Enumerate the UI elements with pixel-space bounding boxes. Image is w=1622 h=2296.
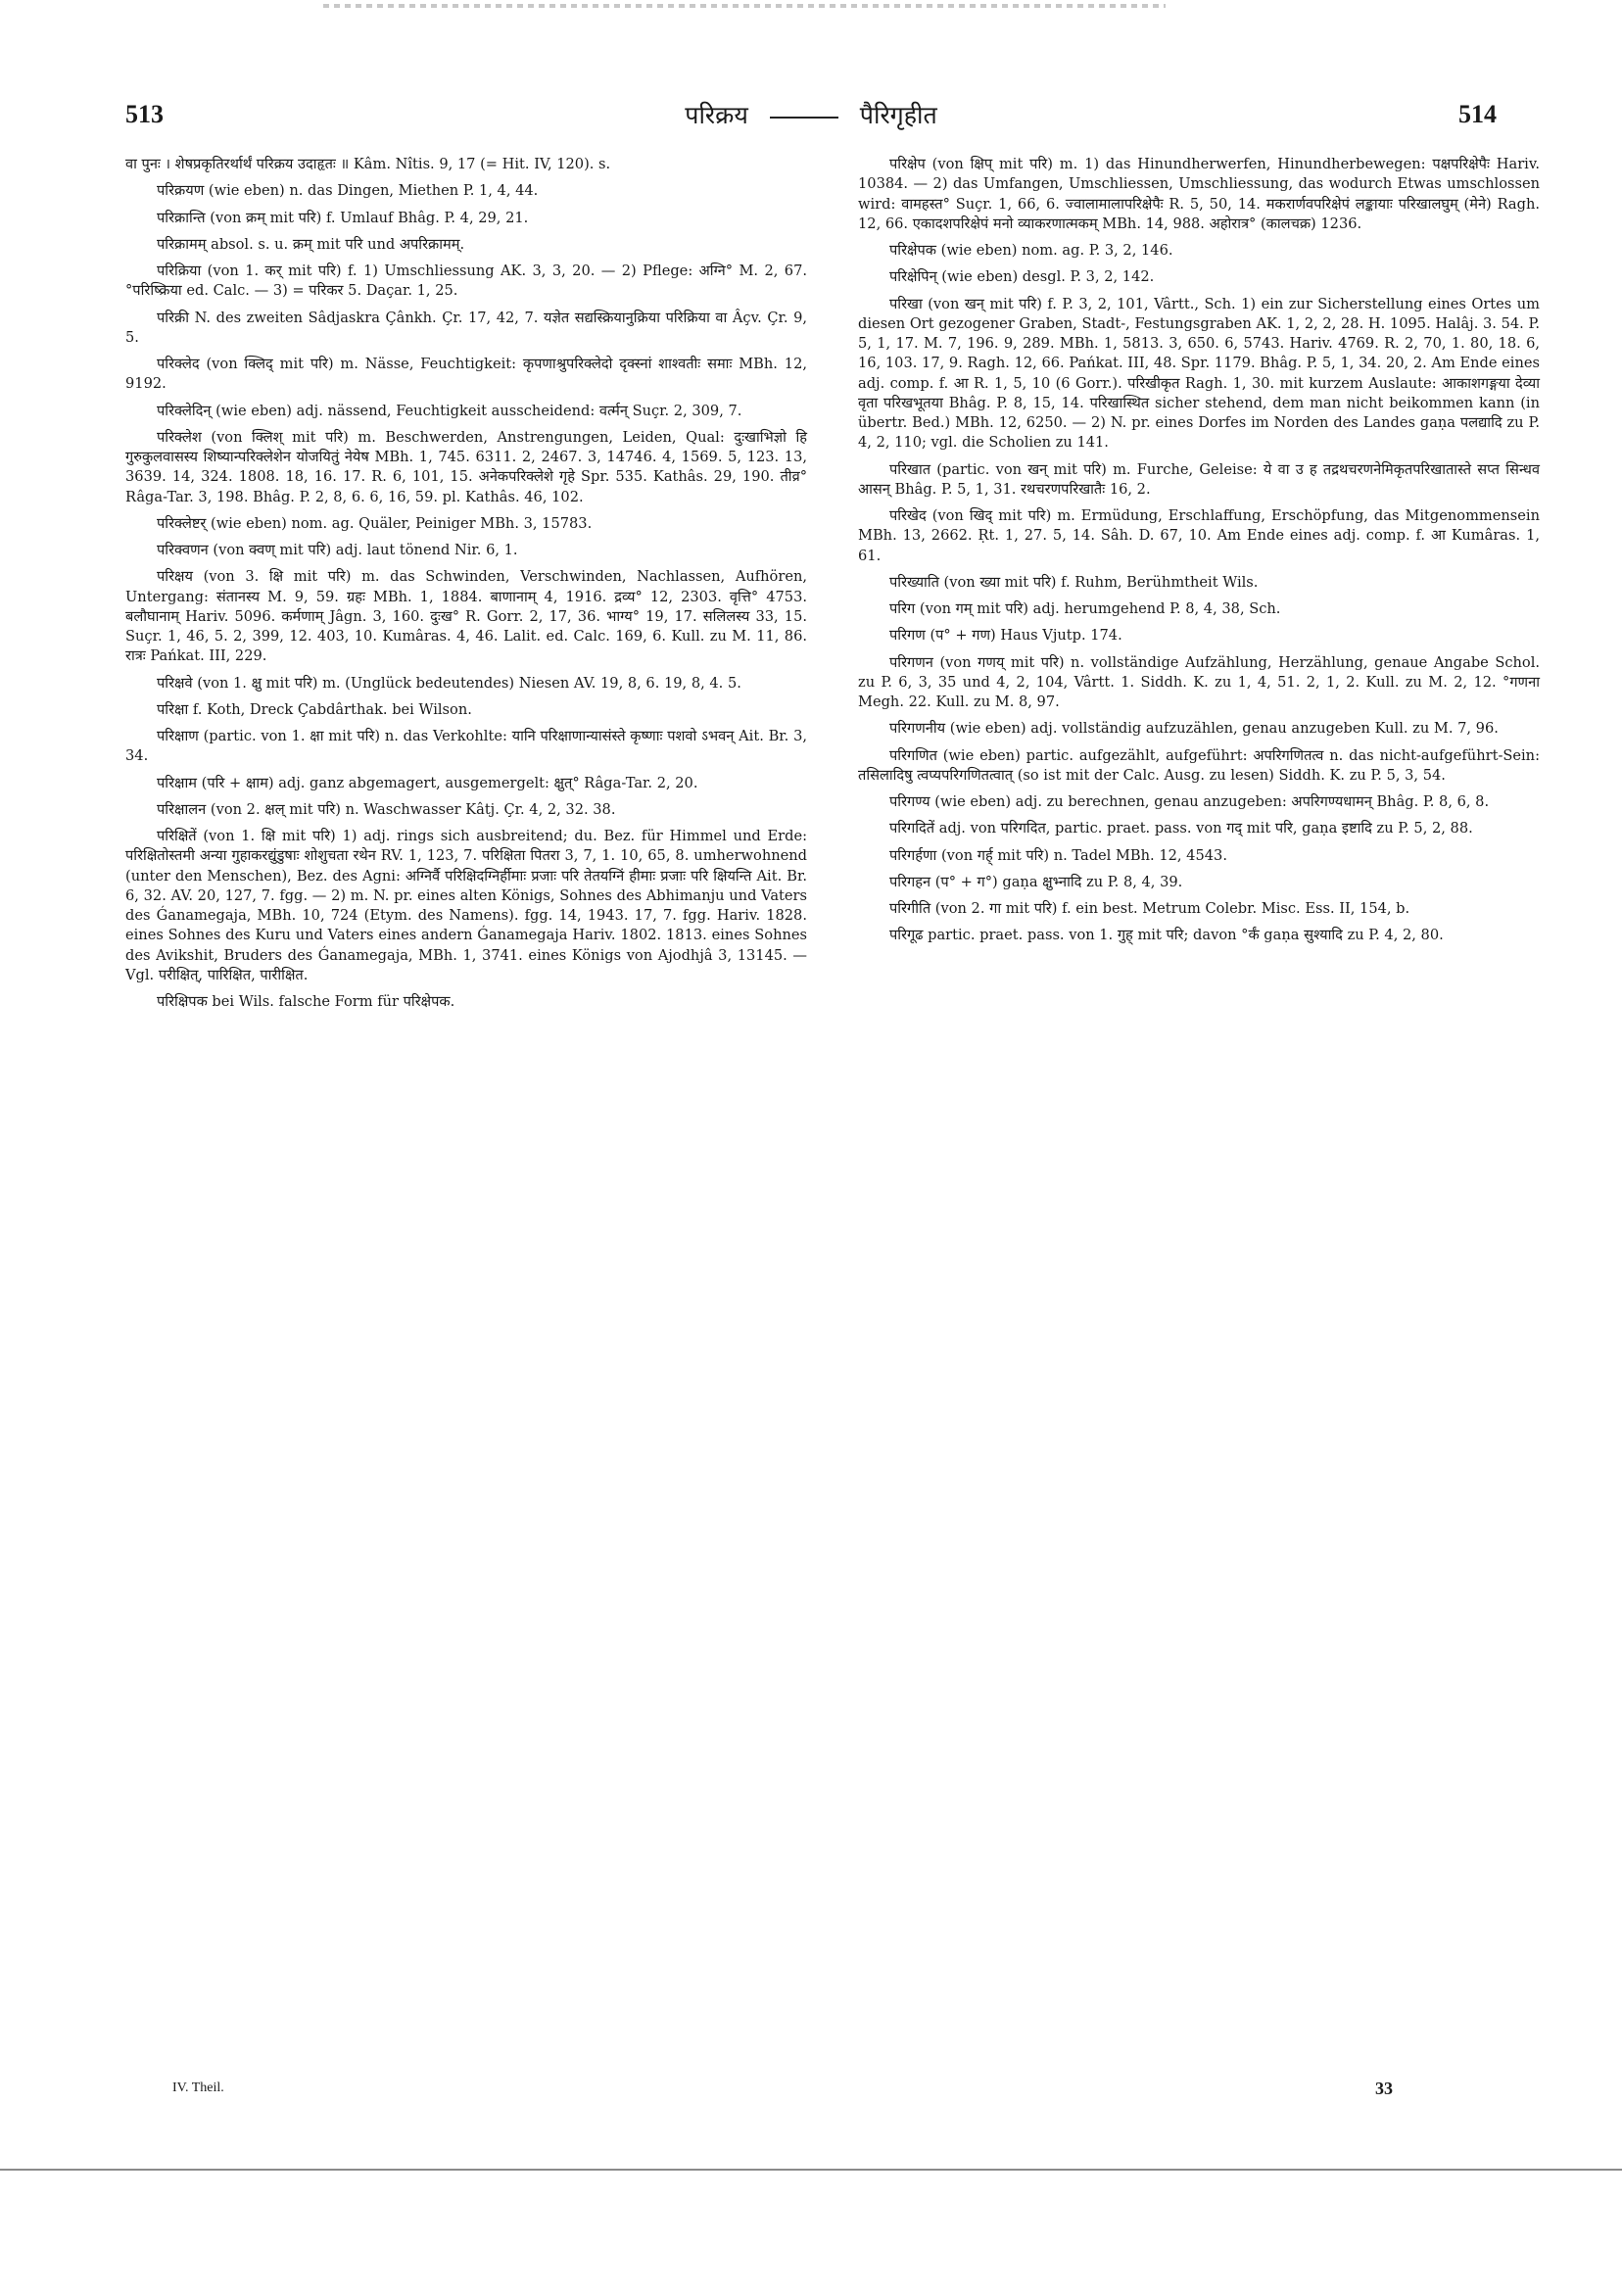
entry: परिगणनीय (wie eben) adj. vollständig aufzuzählen, genau anzugeben Kull. zu M. 7, 96. [889, 720, 1499, 738]
signature-mark: 33 [1375, 2079, 1393, 2098]
entry: परिगदितें adj. von परिगदित, partic. praet. pass. von गद् mit परि, gaṇa इष्टादि zu P. 5, 2, 88. [889, 820, 1473, 837]
headword-separator [770, 117, 838, 119]
entry: परिक्लेश (von क्लिश् mit परि) m. Beschwerden, Anstrengungen, Leiden, Qual: दुःखाभिज्ञो हि गुरुकुलवासस्य शिष्यान्परिक्लेशेन योजयितुं नेयेष MBh. 1, 745. 6311. 2, 2467. 3, 14746. 4, 1569. 5, 123. 13, 3639. 14, 324. 1808. 18, 16. 17. R. 6, 101, 15. अनेकपरिक्लेशे गृहे Spr. 535. Kathâs. 29, 190. तीव्र° Râga-Tar. 3, 198. Bhâg. P. 2, 8, 6. 6, 16, 59. pl. Kathâs. 46, 102. [125, 428, 807, 505]
entry: परिक्लेष्टर् (wie eben) nom. ag. Quäler, Peiniger MBh. 3, 15783. [157, 514, 593, 532]
entry: परिखा (von खन् mit परि) f. P. 3, 2, 101, Vârtt., Sch. 1) ein zur Sicherstellung eines Ortes um diesen Ort gezogener Graben, Stadt-, Festungsgraben AK. 1, 2, 2, 28. H. 1095. Halâj. 3. 54. P. 5, 1, 17. M. 7, 196. 9, 289. MBh. 1, 5813. 3, 650. 6, 5743. Hariv. 4769. R. 2, 70, 1. 80, 18. 6, 16, 103. 17, 9. Ragh. 12, 66. Pańkat. III, 48. Spr. 1179. Bhâg. P. 5, 1, 34. 20, 2. Am Ende eines adj. comp. f. आ R. 1, 5, 10 (6 Gorr.). परिखीकृत Ragh. 1, 30. mit kurzem Auslaute: आकाशगङ्गया देव्या वृता परिखभूतया Bhâg. P. 8, 15, 14. परिखास्थित sicher stehend, dem man nicht beikommen kann (in übertr. Bed.) MBh. 12, 6250. — 2) N. pr. eines Dorfes im Norden des Landes gaṇa पलद्यादि zu P. 4, 2, 110; vgl. die Scholien zu 141. [858, 295, 1540, 452]
left-column [125, 155, 807, 1019]
entry: परिक्षवे (von 1. क्षु mit परि) m. (Unglück bedeutendes) Niesen AV. 19, 8, 6. 19, 8, 4. 5. [157, 674, 741, 692]
bottom-rule [0, 2169, 1622, 2171]
entry: परिग (von गम् mit परि) adj. herumgehend P. 8, 4, 38, Sch. [889, 600, 1281, 617]
page-header [125, 100, 1497, 139]
entry: परिखेद (von खिद् mit परि) m. Ermüdung, Erschlaffung, Erschöpfung, das Mitgenommensein MBh. 13, 2662. Ṛt. 1, 27. 5, 14. Sâh. D. 67, 10. Am Ende eines adj. comp. f. आ Kumâras. 1, 61. [858, 507, 1540, 564]
entry: परिक्षालन (von 2. क्षल् mit परि) n. Waschwasser Kâtj. Çr. 4, 2, 32. 38. [157, 800, 616, 818]
entry: परिगर्हणा (von गर्ह् mit परि) n. Tadel MBh. 12, 4543. [889, 846, 1227, 864]
entry: परिक्षाम (परि + क्षाम) adj. ganz abgemagert, ausgemergelt: क्षुत्° Râga-Tar. 2, 20. [157, 774, 698, 791]
entry: परिगहन (प° + ग°) gaṇa क्षुभ्नादि zu P. 8, 4, 39. [889, 873, 1183, 890]
entry: परिगणित (wie eben) partic. aufgezählt, aufgeführt: अपरिगणितत्व n. das nicht-aufgeführt-Sein: तसिलादिषु त्वप्यपरिगणितत्वात् (so ist mit der Calc. Ausg. zu lesen) Siddh. K. zu P. 5, 3, 54. [858, 746, 1540, 784]
entry: परिक्रिया (von 1. कर् mit परि) f. 1) Umschliessung AK. 3, 3, 20. — 2) Pflege: अग्नि° M. 2, 67. °परिष्क्रिया ed. Calc. — 3) = परिकर 5. Daçar. 1, 25. [125, 263, 807, 300]
entry: परिगण (प° + गण) Haus Vjutp. 174. [889, 627, 1122, 645]
running-headwords [125, 98, 1497, 131]
entry: परिक्षितें (von 1. क्षि mit परि) 1) adj. rings sich ausbreitend; du. Bez. für Himmel und Erde: परिक्षितोस्तमी अन्या गुहाकरद्युंडुषाः शोशुचता रथेन RV. 1, 123, 7. परिक्षिता पितरा 3, 7, 1. 10, 65, 8. umherwohnend (unter den Menschen), Bez. des Agni: अग्निर्वै परिक्षिदग्निर्हीमाः प्रजाः परि तेतयग्निं हीमाः प्रजाः परि क्षियन्ति Ait. Br. 6, 32. AV. 20, 127, 7. fgg. — 2) m. N. pr. eines alten Königs, Sohnes des Abhimanju und Vaters des Ǵanamegaja, MBh. 10, 724 (Etym. des Namens). fgg. 14, 1943. 17, 7. fgg. Hariv. 1828. eines Sohnes des Kuru und Vaters eines andern Ǵanamegaja Hariv. 1802. 1813. eines Sohnes des Avikshit, Bruders des Ǵanamegaja, MBh. 1, 3741. eines Königs von Ajodhjâ 3, 13145. — Vgl. परीक्षित्, पारिक्षित, पारीक्षित. [125, 828, 807, 983]
entry: परिख्याति (von ख्या mit परि) f. Ruhm, Berühmtheit Wils. [889, 573, 1259, 591]
entry: परिगूढ partic. praet. pass. von 1. गुह् mit परि; davon °र्कं gaṇa सुश्यादि zu P. 4, 2, 80. [889, 927, 1444, 944]
entry-continuation: वा पुनः । शेषप्रकृतिरर्थार्थं परिक्रय उदाहृतः ॥ Kâm. Nîtis. 9, 17 (= Hit. IV, 120). s. [125, 156, 611, 172]
entry: परिक्षाण (partic. von 1. क्षा mit परि) n. das Verkohlte: यानि परिक्षाणान्यासंस्ते कृष्णाः पशवो ऽभवन् Ait. Br. 3, 34. [125, 728, 807, 765]
page-number-left: 513 [125, 100, 164, 128]
entry: परिक्लेदिन् (wie eben) adj. nässend, Feuchtigkeit ausscheidend: वर्त्मन् Suçr. 2, 309, 7. [157, 402, 742, 419]
entry: परिक्री N. des zweiten Sâdjaskra Çânkh. Çr. 17, 42, 7. यज्ञेत सद्यस्क्रियानुक्रिया परिक्रिया वा Âçv. Çr. 9, 5. [125, 309, 807, 346]
entry: परिक्षेपिन् (wie eben) desgl. P. 3, 2, 142. [889, 268, 1155, 286]
right-column [858, 155, 1540, 953]
headword-left: परिक्रय [685, 101, 748, 129]
entry: परिक्षय (von 3. क्षि mit परि) m. das Schwinden, Verschwinden, Nachlassen, Aufhören, Untergang: संतानस्य M. 9, 59. ग्रहः MBh. 1, 1884. बाणानाम् 4, 1916. द्रव्य° 12, 2303. वृत्ति° 4753. बलौघानाम् Hariv. 5096. कर्मणाम् Jâgn. 3, 160. दुःख° R. Gorr. 2, 17, 36. भाग्य° 19, 17. सलिलस्य 33, 15. Suçr. 1, 46, 5. 2, 399, 12. 403, 10. Kumâras. 4, 46. Lalit. ed. Calc. 169, 6. Kull. zu M. 11, 86. रात्रः Pańkat. III, 229. [125, 568, 807, 665]
entry: परिगण्य (wie eben) adj. zu berechnen, genau anzugeben: अपरिगण्यधामन् Bhâg. P. 8, 6, 8. [889, 793, 1490, 810]
entry: परिक्रयण (wie eben) n. das Dingen, Miethen P. 1, 4, 44. [157, 182, 539, 200]
page-number-right: 514 [1458, 100, 1497, 128]
entry: परिगणन (von गणय् mit परि) n. vollständige Aufzählung, Herzählung, genaue Angabe Schol. zu P. 6, 3, 35 und 4, 2, 104, Vârtt. 1. Siddh. K. zu 1, 4, 51. 2, 1, 2. Kull. zu M. 2, 12. °गणना Megh. 22. Kull. zu M. 8, 97. [858, 653, 1540, 710]
entry: परिक्षेपक (wie eben) nom. ag. P. 3, 2, 146. [889, 242, 1173, 259]
entry: परिक्लेद (von क्लिद् mit परि) m. Nässe, Feuchtigkeit: कृपणाश्रुपरिक्लेदो दृक्स्नां शाश्वतीः समाः MBh. 12, 9192. [125, 356, 807, 393]
headword-right: पैरिगृहीत [859, 101, 937, 129]
scan-artifact [323, 4, 1166, 8]
entry: परिक्षा f. Koth, Dreck Çabdârthak. bei Wilson. [157, 700, 472, 718]
entry: परिगीति (von 2. गा mit परि) f. ein best. Metrum Colebr. Misc. Ess. II, 154, b. [889, 900, 1410, 917]
entry: परिखात (partic. von खन् mit परि) m. Furche, Geleise: ये वा उ ह तद्रथचरणनेमिकृतपरिखातास्ते सप्त सिन्धव आसन् Bhâg. P. 5, 1, 31. रथचरणपरिखातैः 16, 2. [858, 460, 1540, 498]
volume-note: IV. Theil. [172, 2081, 224, 2095]
entry: परिक्षिपक bei Wils. falsche Form für परिक्षेपक. [157, 993, 455, 1010]
entry: परिक्रान्ति (von क्रम् mit परि) f. Umlauf Bhâg. P. 4, 29, 21. [157, 209, 529, 226]
entry: परिक्षेप (von क्षिप् mit परि) m. 1) das Hinundherwerfen, Hinundherbewegen: पक्षपरिक्षेपैः Hariv. 10384. — 2) das Umfangen, Umschliessen, Umschliessung, das wodurch Etwas umschlossen wird: वामहस्त° Suçr. 1, 66, 6. ज्वालामालापरिक्षेपैः R. 5, 50, 14. मकरार्णवपरिक्षेपं लङ्कायाः परिखालघुम् (मेने) Ragh. 12, 66. एकादशपरिक्षेपं मनो व्याकरणात्मकम् MBh. 14, 988. अहोरात्र° (कालचक्र) 1236. [858, 156, 1540, 232]
entry: परिक्वणन (von क्वण् mit परि) adj. laut tönend Nir. 6, 1. [157, 542, 518, 558]
entry: परिक्रामम् absol. s. u. क्रम् mit परि und अपरिक्रामम्. [157, 235, 465, 253]
